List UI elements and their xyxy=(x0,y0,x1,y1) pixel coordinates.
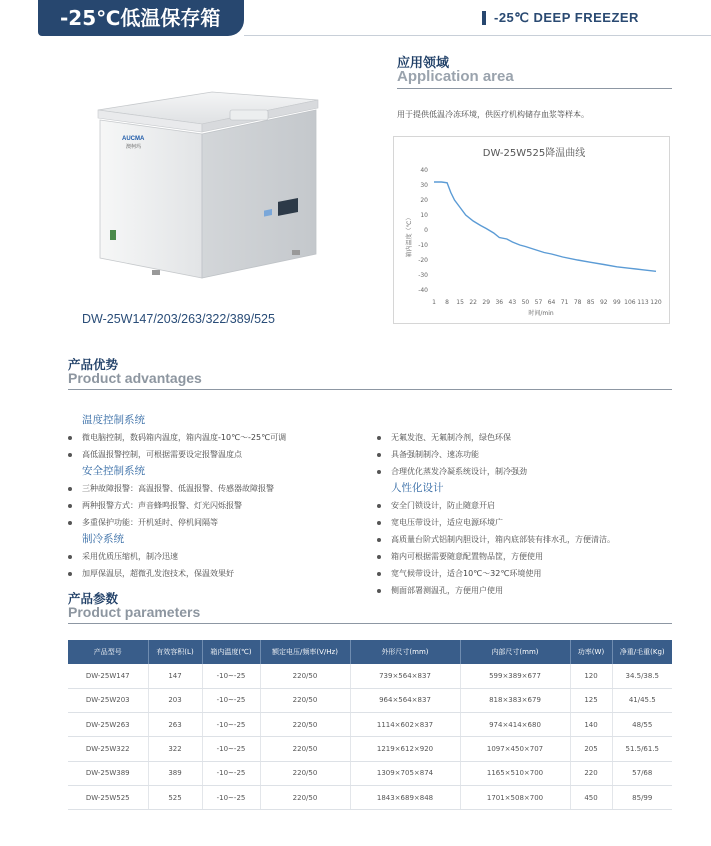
x-tick-label: 29 xyxy=(482,299,491,306)
bullet-icon xyxy=(377,555,381,559)
bullet-icon xyxy=(377,538,381,542)
chart-x-axis-label: 时间/min xyxy=(528,310,554,317)
advantages-heading-en: Product advantages xyxy=(68,370,202,386)
list-item: 无氟发泡、无氟制冷剂，绿色环保 xyxy=(377,429,677,446)
bullet-icon xyxy=(68,453,72,457)
parameters-heading-en: Product parameters xyxy=(68,604,201,620)
column-header: 内部尺寸(mm) xyxy=(460,640,570,664)
bullet-icon xyxy=(377,436,381,440)
list-item: 箱内可根据需要随意配置物品筐，方便使用 xyxy=(377,548,677,565)
application-description: 用于提供低温冷冻环境，供医疗机构储存血浆等样本。 xyxy=(397,110,589,119)
chart-title: DW-25W525降温曲线 xyxy=(482,148,586,159)
list-item: 宽电压带设计，适应电源环境广 xyxy=(377,514,677,531)
bullet-icon xyxy=(377,470,381,474)
list-item: 三种故障报警：高温报警、低温报警、传感器故障报警 xyxy=(68,480,378,497)
parameters-table xyxy=(68,640,672,810)
column-header: 外形尺寸(mm) xyxy=(350,640,460,664)
table-row: DW-25W263 263 -10~-25 220/50 1114×602×837 974×414×680 140 48/55 xyxy=(68,713,672,737)
list-item: 加厚保温层，超微孔发泡技术，保温效果好 xyxy=(68,565,378,582)
table-row: DW-25W389 389 -10~-25 220/50 1309×705×874 1165×510×700 220 57/68 xyxy=(68,761,672,785)
column-header: 净重/毛重(Kg) xyxy=(612,640,672,664)
column-header: 有效容积(L) xyxy=(148,640,202,664)
list-item: 高低温报警控制，可根据需要设定报警温度点 xyxy=(68,446,378,463)
list-item: 两种报警方式：声音蜂鸣报警、灯光闪烁报警 xyxy=(68,497,378,514)
y-tick-label: 30 xyxy=(420,182,428,189)
model-list: DW-25W147/203/263/322/389/525 xyxy=(82,312,275,326)
svg-text:澳柯玛: 澳柯玛 xyxy=(126,144,142,150)
title-accent-bar xyxy=(482,11,486,25)
bullet-icon xyxy=(68,572,72,576)
application-heading-en: Application area xyxy=(397,68,514,85)
y-tick-label: 20 xyxy=(420,197,428,204)
application-heading-cn: 应用领域 xyxy=(397,56,450,71)
bullet-icon xyxy=(68,555,72,559)
list-item: 侧面部署测温孔，方便用户使用 xyxy=(377,582,677,599)
x-tick-label: 71 xyxy=(560,299,569,306)
x-tick-label: 15 xyxy=(456,299,464,306)
table-row: DW-25W322 322 -10~-25 220/50 1219×612×920 1097×450×707 205 51.5/61.5 xyxy=(68,737,672,761)
english-title xyxy=(482,10,639,26)
header-divider xyxy=(244,35,711,36)
column-header: 产品型号 xyxy=(68,640,148,664)
page-title: -25℃低温保存箱 xyxy=(38,0,244,36)
bullet-icon xyxy=(68,521,72,525)
bullet-icon xyxy=(377,504,381,508)
x-tick-label: 36 xyxy=(495,299,504,306)
cooling-curve-chart xyxy=(393,136,670,324)
x-tick-label: 99 xyxy=(613,299,621,306)
x-tick-label: 85 xyxy=(586,299,595,306)
x-tick-label: 22 xyxy=(469,299,477,306)
table-row: DW-25W203 203 -10~-25 220/50 964×564×837 818×383×679 125 41/45.5 xyxy=(68,688,672,712)
advantages-divider xyxy=(68,389,672,390)
bullet-icon xyxy=(68,436,72,440)
x-tick-label: 8 xyxy=(445,299,449,306)
x-tick-label: 113 xyxy=(637,299,649,306)
list-item: 安全门锁设计，防止随意开启 xyxy=(377,497,677,514)
list-item: 多重保护功能：开机延时、停机间隔等 xyxy=(68,514,378,531)
chart-svg xyxy=(394,137,671,325)
x-tick-label: 92 xyxy=(599,299,608,306)
bullet-icon xyxy=(68,504,72,508)
x-tick-label: 120 xyxy=(650,299,662,306)
y-tick-label: -10 xyxy=(418,242,428,249)
table-row: DW-25W147 147 -10~-25 220/50 739×564×837 599×389×677 120 34.5/38.5 xyxy=(68,664,672,688)
x-tick-label: 78 xyxy=(573,299,582,306)
column-header: 功率(W) xyxy=(570,640,612,664)
x-tick-label: 43 xyxy=(508,299,517,306)
x-tick-label: 106 xyxy=(624,299,636,306)
bullet-icon xyxy=(377,589,381,593)
y-tick-label: -30 xyxy=(418,272,428,279)
y-tick-label: 10 xyxy=(420,212,428,219)
column-header: 额定电压/频率(V/Hz) xyxy=(260,640,350,664)
list-item: 合理优化蒸发冷凝系统设计，制冷强劲 xyxy=(377,463,677,480)
table-row: DW-25W525 525 -10~-25 220/50 1843×689×848 1701×508×700 450 85/99 xyxy=(68,785,672,809)
subsection-title: 温度控制系统 xyxy=(82,414,145,426)
chest-freezer-image xyxy=(92,88,324,288)
list-item: 采用优质压缩机，制冷迅速 xyxy=(68,548,378,565)
application-divider xyxy=(397,88,672,89)
bullet-icon xyxy=(68,487,72,491)
list-item: 具备强制制冷、速冻功能 xyxy=(377,446,677,463)
column-header: 箱内温度(℃) xyxy=(202,640,260,664)
table-header-row xyxy=(68,640,672,664)
advantages-right-column xyxy=(377,429,677,599)
parameters-heading-cn: 产品参数 xyxy=(68,591,119,606)
advantages-heading-cn: 产品优势 xyxy=(68,357,119,372)
y-tick-label: -40 xyxy=(418,287,428,294)
y-tick-label: 0 xyxy=(424,227,428,234)
subsection-title: 安全控制系统 xyxy=(82,465,145,477)
chart-y-axis-label: 箱内温度（℃） xyxy=(406,214,413,258)
y-tick-label: -20 xyxy=(418,257,428,264)
list-item: 宽气候带设计，适合10℃～32℃环境使用 xyxy=(377,565,677,582)
subsection-title: 人性化设计 xyxy=(391,482,444,494)
x-tick-label: 50 xyxy=(521,299,530,306)
list-item: 高质量台阶式铝制内胆设计，箱内底部装有排水孔，方便清洁。 xyxy=(377,531,677,548)
english-title-text: -25℃ DEEP FREEZER xyxy=(494,10,639,25)
bullet-icon xyxy=(377,521,381,525)
parameters-divider xyxy=(68,623,672,624)
chart-series-line xyxy=(434,182,656,271)
subsection-title: 制冷系统 xyxy=(82,533,124,545)
x-tick-label: 57 xyxy=(534,299,543,306)
list-item: 微电脑控制，数码箱内温度，箱内温度-10℃～-25℃可调 xyxy=(68,429,378,446)
bullet-icon xyxy=(377,572,381,576)
aucma-logo: AUCMA xyxy=(122,136,145,142)
y-tick-label: 40 xyxy=(420,167,428,174)
x-tick-label: 64 xyxy=(547,299,556,306)
advantages-left-column xyxy=(68,412,378,582)
x-tick-label: 1 xyxy=(432,299,436,306)
bullet-icon xyxy=(377,453,381,457)
